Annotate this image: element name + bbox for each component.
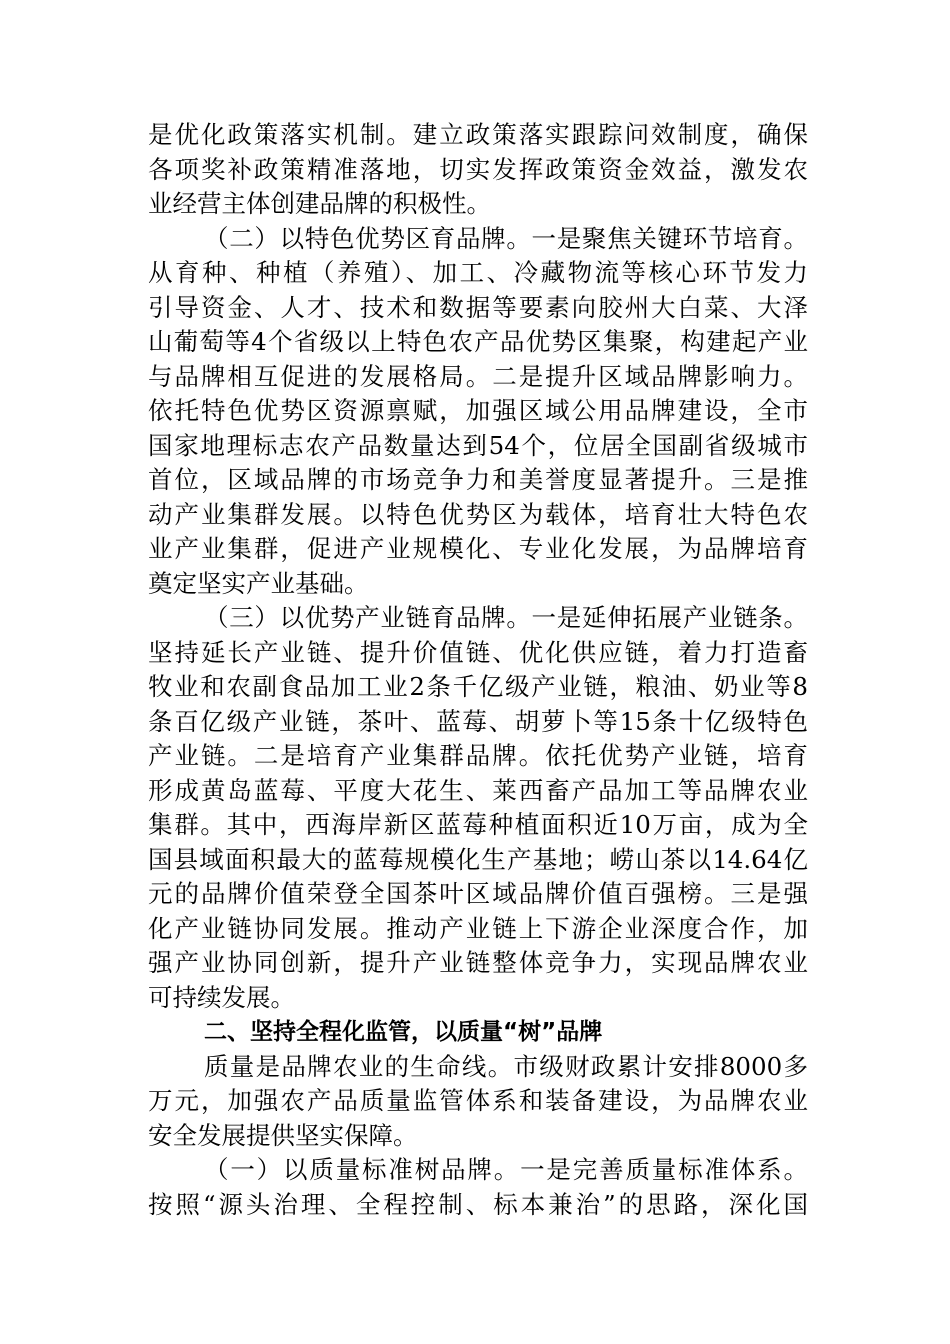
text-line: 国县域面积最大的蓝莓规模化生产基地；崂山茶以14.64亿 (148, 844, 808, 874)
text-line: 业经营主体创建品牌的积极性。 (148, 189, 491, 218)
text-line: 按照“源头治理、全程控制、标本兼治”的思路，深化国 (148, 1189, 808, 1219)
text-line: 奠定坚实产业基础。 (148, 568, 369, 598)
text-line: 首位，区域品牌的市场竞争力和美誉度显著提升。三是推 (148, 465, 808, 494)
text-line: 是优化政策落实机制。建立政策落实跟踪问效制度，确保 (148, 120, 808, 149)
text-line: 引导资金、人才、技术和数据等要素向胶州大白菜、大泽 (148, 292, 808, 322)
text-line: 可持续发展。 (148, 982, 295, 1012)
text-line: 产业链。二是培育产业集群品牌。依托优势产业链，培育 (148, 741, 808, 770)
text-line: 动产业集群发展。以特色优势区为载体，培育壮大特色农 (148, 499, 808, 529)
section-heading: 二、坚持全程化监管，以质量“树”品牌 (204, 1019, 603, 1045)
text-line: 与品牌相互促进的发展格局。二是提升区域品牌影响力。 (148, 361, 808, 391)
text-line: 从育种、种植（养殖）、加工、冷藏物流等核心环节发力 (148, 258, 808, 287)
text-line: 安全发展提供坚实保障。 (148, 1120, 418, 1150)
text-line: 形成黄岛蓝莓、平度大花生、莱西畜产品加工等品牌农业 (148, 775, 808, 805)
text-line: 条百亿级产业链，茶叶、蓝莓、胡萝卜等15条十亿级特色 (148, 706, 808, 736)
text-line: 元的品牌价值荣登全国茶叶区域品牌价值百强榜。三是强 (148, 879, 808, 908)
text-line: （一）以质量标准树品牌。一是完善质量标准体系。 (204, 1155, 808, 1184)
text-line: 国家地理标志农产品数量达到54个，位居全国副省级城市 (148, 430, 808, 460)
text-line: （二）以特色优势区育品牌。一是聚焦关键环节培育。 (204, 223, 808, 253)
document-body (148, 118, 808, 1222)
text-line: 集群。其中，西海岸新区蓝莓种植面积近10万亩，成为全 (148, 810, 808, 839)
text-line: 业产业集群，促进产业规模化、专业化发展，为品牌培育 (148, 534, 808, 563)
text-line: 强产业协同创新，提升产业链整体竞争力，实现品牌农业 (148, 948, 808, 977)
text-line: 牧业和农副食品加工业2条千亿级产业链，粮油、奶业等8 (148, 672, 808, 701)
text-line: 各项奖补政策精准落地，切实发挥政策资金效益，激发农 (148, 154, 808, 184)
text-line: 化产业链协同发展。推动产业链上下游企业深度合作，加 (148, 913, 808, 943)
text-line: （三）以优势产业链育品牌。一是延伸拓展产业链条。 (204, 603, 808, 632)
text-line: 山葡萄等4个省级以上特色农产品优势区集聚，构建起产业 (148, 327, 808, 356)
text-line: 质量是品牌农业的生命线。市级财政累计安排8000多 (204, 1051, 808, 1081)
text-line: 万元，加强农产品质量监管体系和装备建设，为品牌农业 (148, 1086, 808, 1115)
text-line: 坚持延长产业链、提升价值链、优化供应链，着力打造畜 (148, 637, 808, 667)
text-line: 依托特色优势区资源禀赋，加强区域公用品牌建设，全市 (148, 396, 808, 425)
